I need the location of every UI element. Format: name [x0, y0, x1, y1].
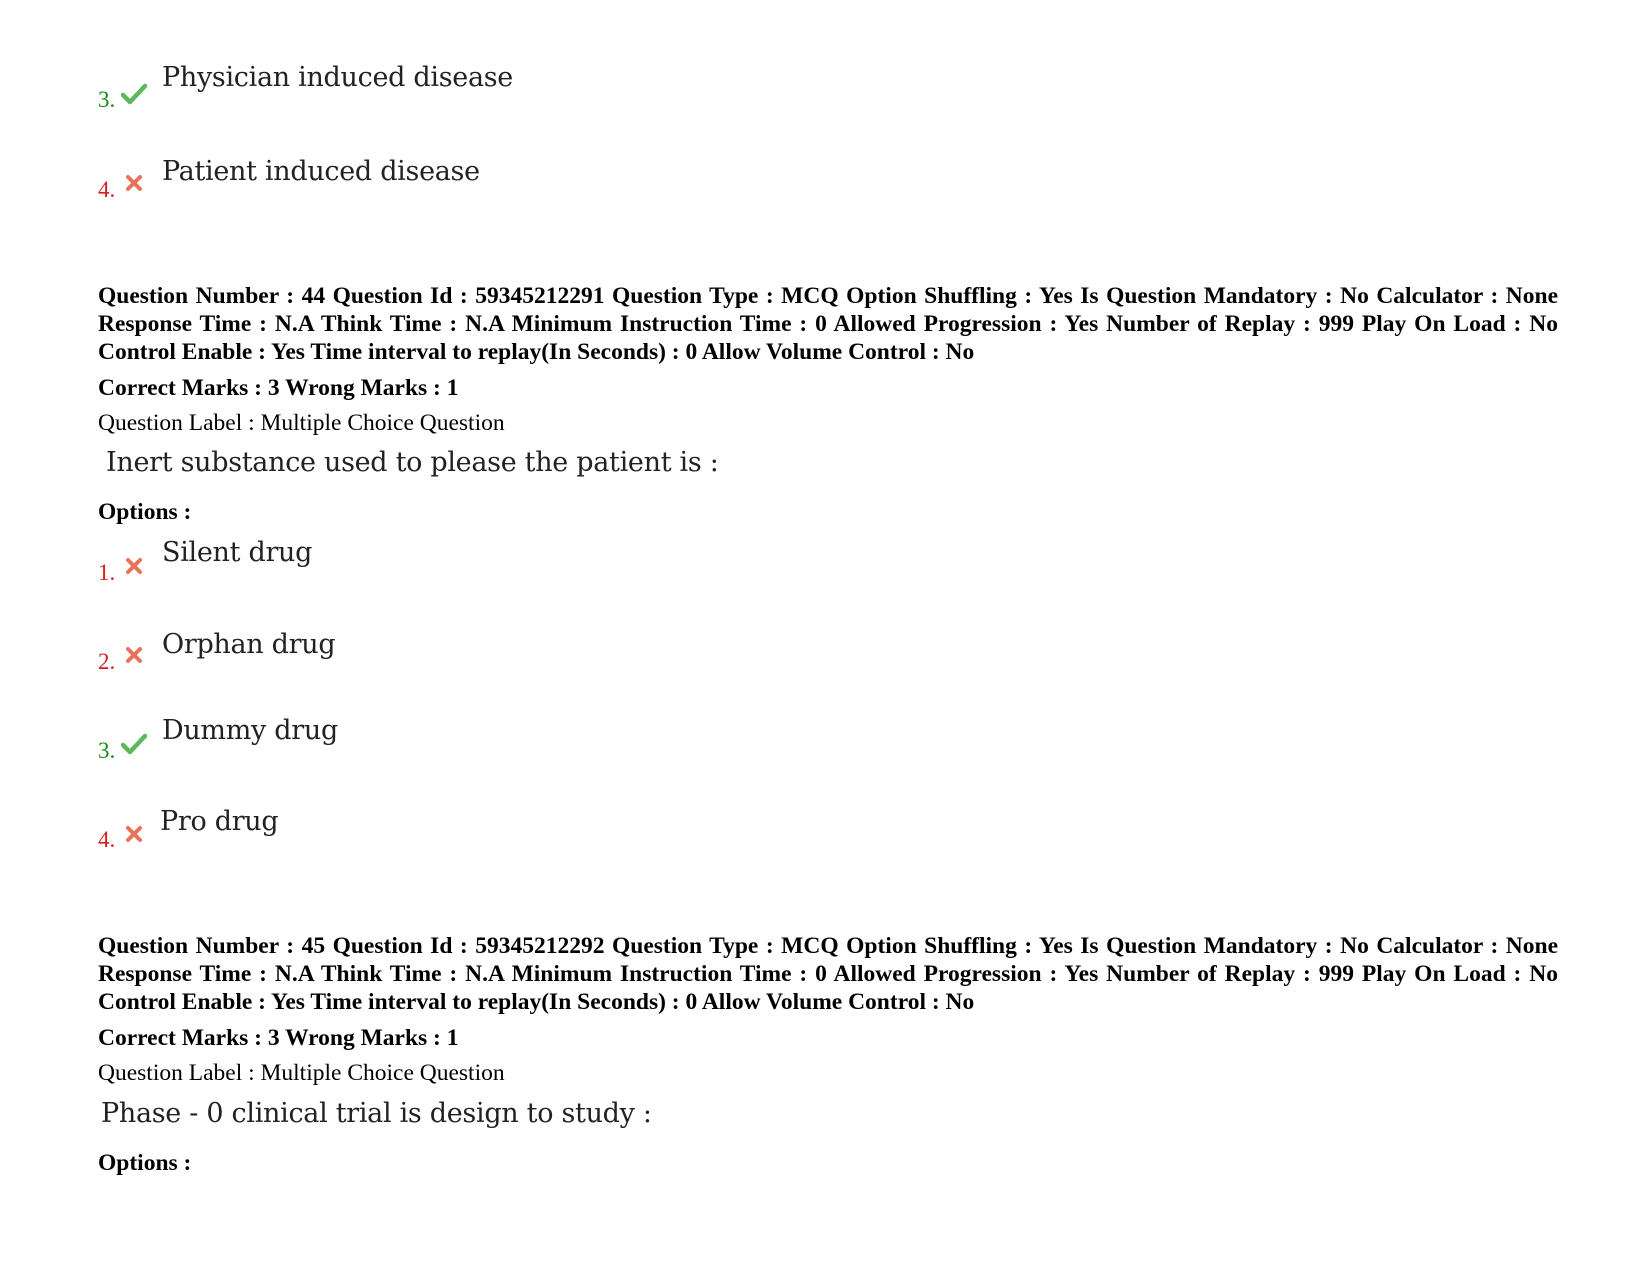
question-marks: Correct Marks : 3 Wrong Marks : 1	[98, 375, 459, 401]
question-label: Question Label : Multiple Choice Question	[98, 410, 505, 436]
wrong-cross-icon	[121, 644, 147, 666]
option-text: Patient induced disease	[162, 156, 480, 187]
wrong-cross-icon	[121, 555, 147, 577]
question-text: Phase - 0 clinical trial is design to study :	[101, 1098, 652, 1129]
question-meta: Question Number : 45 Question Id : 59345212292 Question Type : MCQ Option Shuffling : Yes Is Question Mandatory : No Calculator : None Response Time : N.A Think Time : N.A Minimum Instruction Time : 0 Allowed Progression : Yes Number of Replay : 999 Play On Load : No Control Enable : Yes Time interval to replay(In Seconds) : 0 Allow Volume Control : No	[98, 933, 1558, 1015]
option-number: 3.	[98, 738, 116, 763]
option-number: 3.	[98, 87, 116, 112]
option-text: Silent drug	[162, 537, 313, 568]
option-number: 1.	[98, 560, 116, 585]
wrong-cross-icon	[121, 172, 147, 194]
wrong-cross-icon	[121, 823, 147, 845]
option-number: 4.	[98, 827, 116, 852]
options-heading: Options :	[98, 1150, 192, 1176]
option-number: 4.	[98, 177, 116, 202]
question-marks: Correct Marks : 3 Wrong Marks : 1	[98, 1025, 459, 1051]
option-text: Orphan drug	[162, 629, 336, 660]
question-label: Question Label : Multiple Choice Question	[98, 1060, 505, 1086]
correct-check-icon	[121, 733, 147, 755]
options-heading: Options :	[98, 499, 192, 525]
question-text: Inert substance used to please the patient is :	[106, 447, 719, 478]
question-meta: Question Number : 44 Question Id : 59345212291 Question Type : MCQ Option Shuffling : Yes Is Question Mandatory : No Calculator : None Response Time : N.A Think Time : N.A Minimum Instruction Time : 0 Allowed Progression : Yes Number of Replay : 999 Play On Load : No Control Enable : Yes Time interval to replay(In Seconds) : 0 Allow Volume Control : No	[98, 283, 1558, 365]
option-text: Dummy drug	[162, 715, 338, 746]
option-text: Pro drug	[160, 806, 279, 837]
correct-check-icon	[121, 83, 147, 105]
option-text: Physician induced disease	[162, 62, 513, 93]
option-number: 2.	[98, 649, 116, 674]
